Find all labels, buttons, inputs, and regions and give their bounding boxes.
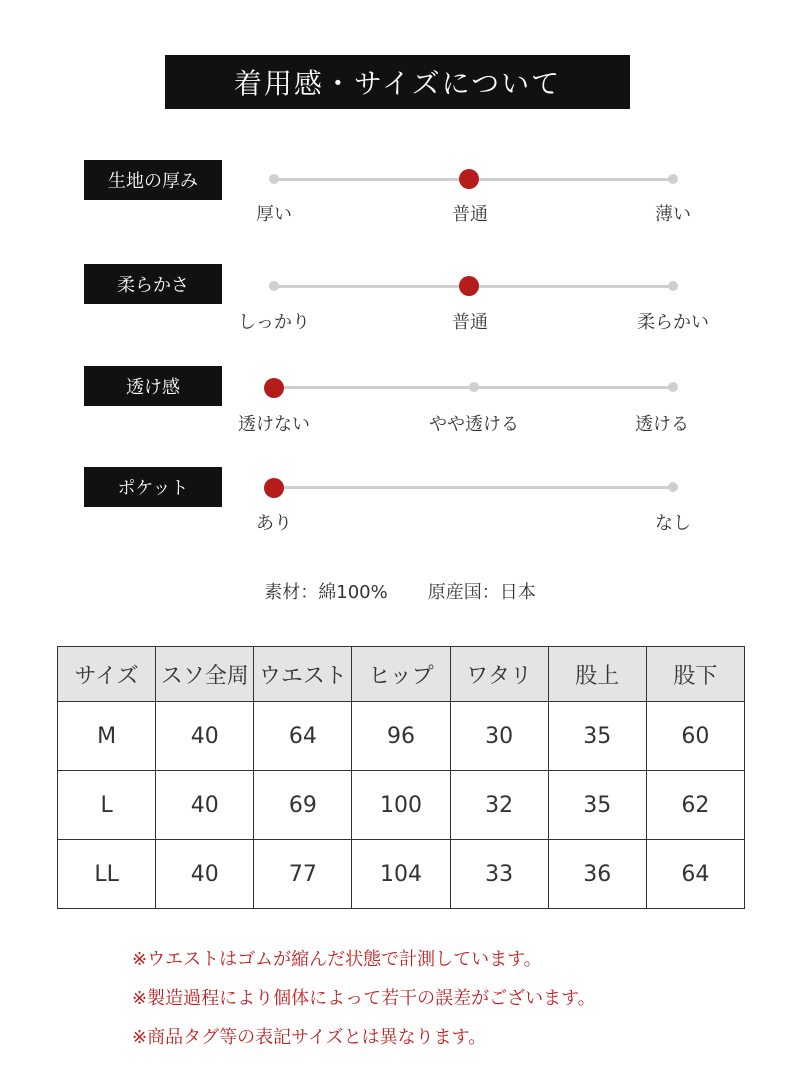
scale-dot-thick	[269, 174, 279, 184]
table-cell: 60	[646, 702, 744, 771]
scale-dot-soft	[668, 281, 678, 291]
table-cell: 69	[254, 771, 352, 840]
fabric-text: 素材：綿100%	[264, 582, 388, 603]
table-header: 股下	[646, 647, 744, 702]
scale-point-label: 薄い	[655, 204, 691, 225]
scale-dot-sheer	[668, 382, 678, 392]
scale-point-label: やや透ける	[429, 414, 519, 435]
table-cell: 33	[450, 840, 548, 909]
table-header: ウエスト	[254, 647, 352, 702]
table-cell: 96	[352, 702, 450, 771]
table-header: 股上	[548, 647, 646, 702]
table-cell: LL	[58, 840, 156, 909]
size-table	[57, 646, 745, 909]
scale-point-label: 透けない	[238, 414, 310, 435]
table-row	[58, 702, 745, 771]
table-cell: 36	[548, 840, 646, 909]
table-header: ヒップ	[352, 647, 450, 702]
table-cell: M	[58, 702, 156, 771]
material-info	[0, 578, 800, 604]
table-cell: 40	[156, 771, 254, 840]
table-cell: 77	[254, 840, 352, 909]
table-cell: 32	[450, 771, 548, 840]
table-row	[58, 840, 745, 909]
scale-dot-no	[668, 482, 678, 492]
table-cell: 62	[646, 771, 744, 840]
table-cell: 104	[352, 840, 450, 909]
scale-dot-normal-selected	[459, 276, 479, 296]
scale-label-softness: 柔らかさ	[84, 264, 222, 304]
scale-point-label: あり	[256, 513, 292, 534]
scale-dot-yes-selected	[264, 478, 284, 498]
origin-text: 原産国：日本	[427, 582, 536, 603]
table-cell: 30	[450, 702, 548, 771]
note-line: ※製造過程により個体によって若干の誤差がございます。	[132, 988, 596, 1009]
table-cell: 35	[548, 771, 646, 840]
table-cell: 35	[548, 702, 646, 771]
scale-point-label: 普通	[452, 312, 488, 333]
scale-point-label: なし	[655, 513, 691, 534]
scale-point-label: 透ける	[635, 414, 689, 435]
scale-label-pocket: ポケット	[84, 467, 222, 507]
note-line: ※商品タグ等の表記サイズとは異なります。	[132, 1027, 487, 1048]
scale-label-thickness: 生地の厚み	[84, 160, 222, 200]
table-header-row	[58, 647, 745, 702]
scale-dot-thin	[668, 174, 678, 184]
scale-dot-slightly-sheer	[469, 382, 479, 392]
scale-dot-firm	[269, 281, 279, 291]
table-cell: 100	[352, 771, 450, 840]
table-cell: L	[58, 771, 156, 840]
table-cell: 40	[156, 702, 254, 771]
table-row	[58, 771, 745, 840]
table-cell: 64	[646, 840, 744, 909]
scale-track-pocket	[274, 486, 673, 489]
scale-point-label: しっかり	[238, 312, 310, 333]
table-header: ワタリ	[450, 647, 548, 702]
table-header: スソ全周	[156, 647, 254, 702]
note-line: ※ウエストはゴムが縮んだ状態で計測しています。	[132, 949, 542, 970]
table-cell: 40	[156, 840, 254, 909]
scale-dot-normal-selected	[459, 169, 479, 189]
scale-point-label: 厚い	[256, 204, 292, 225]
table-cell: 64	[254, 702, 352, 771]
scale-label-sheerness: 透け感	[84, 366, 222, 406]
scale-point-label: 柔らかい	[637, 312, 709, 333]
table-header: サイズ	[58, 647, 156, 702]
notes	[132, 940, 596, 1057]
scale-dot-not-sheer-selected	[264, 378, 284, 398]
scale-point-label: 普通	[452, 204, 488, 225]
section-title: 着用感・サイズについて	[165, 55, 630, 109]
